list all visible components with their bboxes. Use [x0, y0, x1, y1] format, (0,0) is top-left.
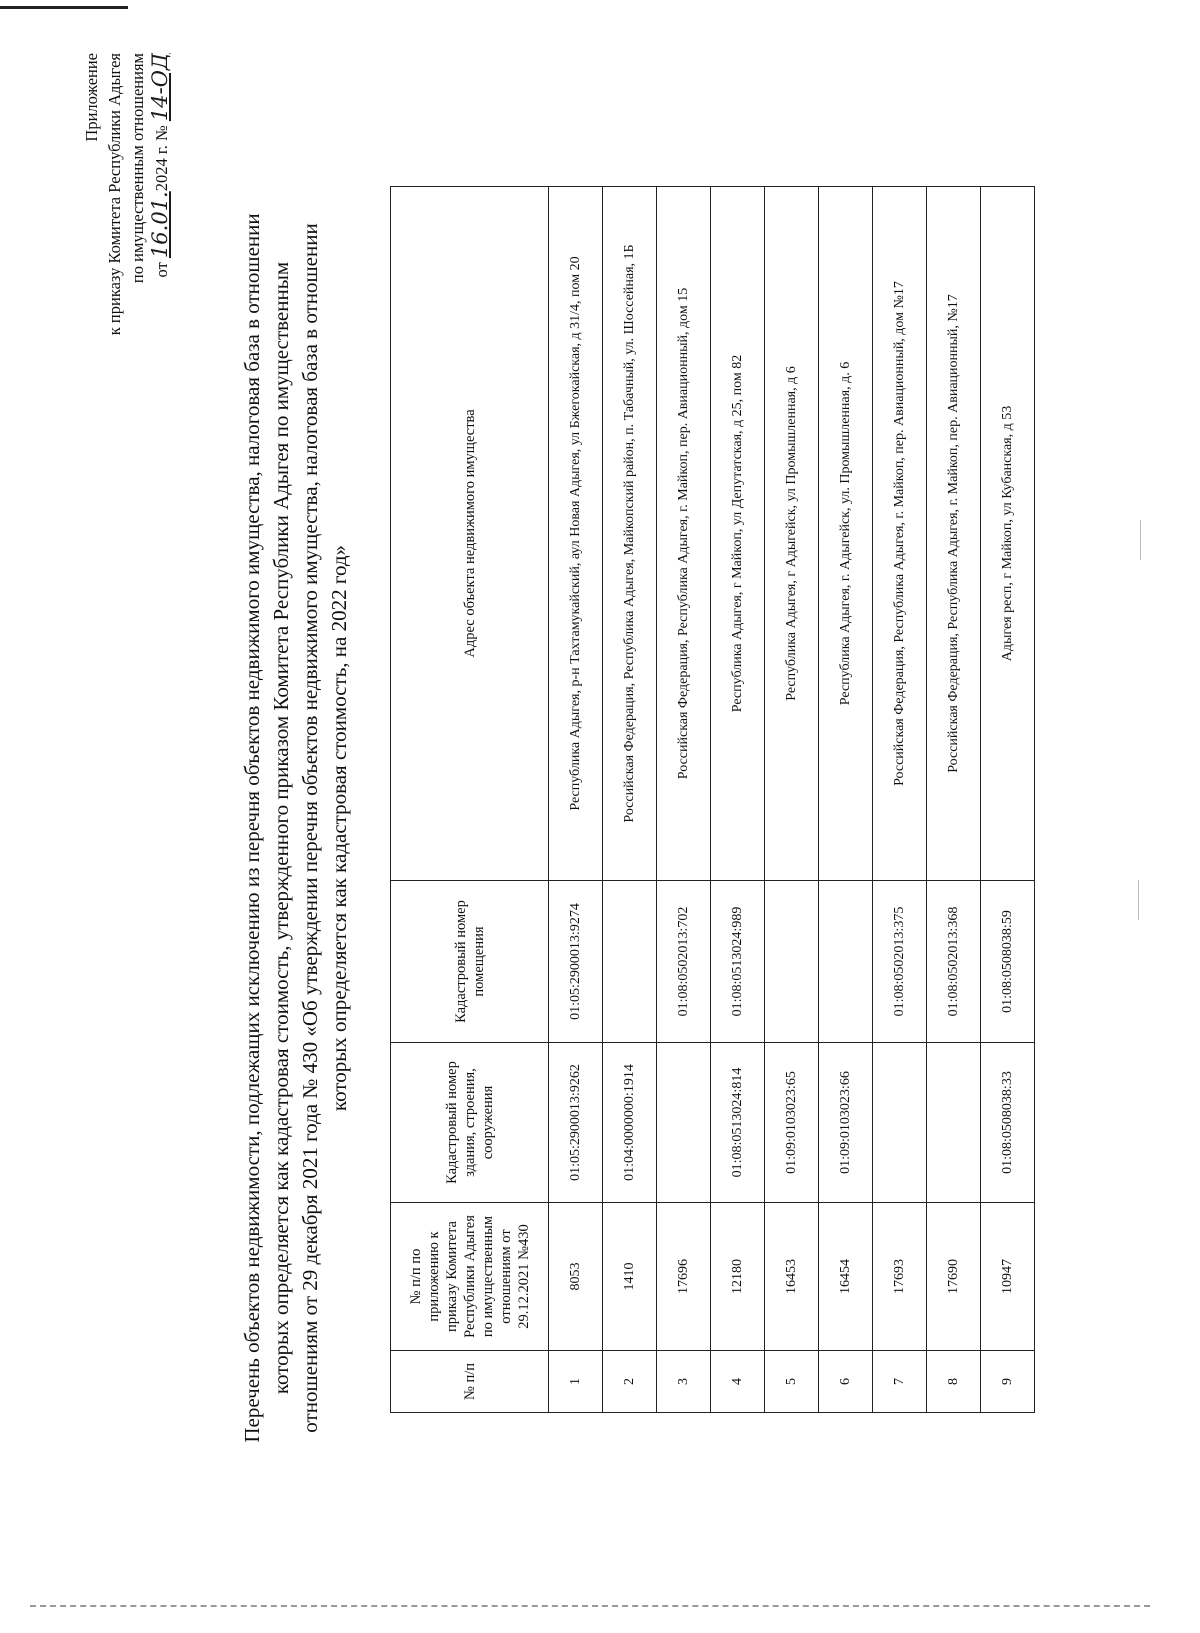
cell-old-num: 16453 [765, 1203, 819, 1351]
cell-room: 01:08:0502013:702 [657, 881, 711, 1043]
header-old-num: № п/п по приложению к приказу Комитета Республики Адыгея по имущественным отношениям от 29.12.2021 №430 [391, 1203, 549, 1351]
date-prefix: от [152, 262, 171, 278]
cell-num: 5 [765, 1351, 819, 1413]
cell-room [765, 881, 819, 1043]
table-row [819, 187, 873, 1413]
cell-address: Российская Федерация, Республика Адыгея, г. Майкоп, пер. Авиационный, дом №17 [873, 187, 927, 881]
table-row [873, 187, 927, 1413]
cell-address: Российская Федерация, Республика Адыгея, Майкопский район, п. Табачный, ул. Шоссейная, 1Б [603, 187, 657, 881]
appendix-label: Приложение [82, 53, 101, 142]
cell-building [873, 1043, 927, 1203]
cell-address: Республика Адыгея, г. Адыгейск, ул. Промышленная, д. 6 [819, 187, 873, 881]
cell-num: 1 [549, 1351, 603, 1413]
handwritten-date: 16.01. [148, 191, 172, 259]
cell-old-num: 17690 [927, 1203, 981, 1351]
cell-address: Республика Адыгея, г Адыгейск, ул Промышленная, д 6 [765, 187, 819, 881]
cell-building [657, 1043, 711, 1203]
cell-num: 8 [927, 1351, 981, 1413]
header-num: № п/п [391, 1351, 549, 1413]
cell-old-num: 1410 [603, 1203, 657, 1351]
cell-address: Адыгея респ, г Майкоп, ул Кубанская, д 53 [981, 187, 1035, 881]
table-row [927, 187, 981, 1413]
cell-room: 01:08:0508038:59 [981, 881, 1035, 1043]
cell-old-num: 10947 [981, 1203, 1035, 1351]
table-row [549, 187, 603, 1413]
cell-building: 01:08:0513024:814 [711, 1043, 765, 1203]
cell-room: 01:08:0502013:375 [873, 881, 927, 1043]
cell-building: 01:08:0508038:33 [981, 1043, 1035, 1203]
appendix-date-line [149, 53, 173, 483]
cell-building: 01:09:0103023:65 [765, 1043, 819, 1203]
header-address: Адрес объекта недвижимого имущества [391, 187, 549, 881]
header-room-cadastral: Кадастровый номер помещения [391, 881, 549, 1043]
table-header-row [391, 187, 549, 1413]
cell-room [819, 881, 873, 1043]
table-row [765, 187, 819, 1413]
cell-building [927, 1043, 981, 1203]
date-year: 2024 г. № [152, 125, 171, 192]
cell-num: 3 [657, 1351, 711, 1413]
cell-num: 4 [711, 1351, 765, 1413]
cell-num: 2 [603, 1351, 657, 1413]
table-row [603, 187, 657, 1413]
cell-building: 01:05:2900013:9262 [549, 1043, 603, 1203]
appendix-header [80, 53, 173, 483]
property-table [390, 186, 1035, 1413]
cell-old-num: 17693 [873, 1203, 927, 1351]
cell-room: 01:05:2900013:9274 [549, 881, 603, 1043]
cell-address: Российская Федерация, Республика Адыгея, г. Майкоп, пер. Авиационный, дом 15 [657, 187, 711, 881]
cell-old-num: 12180 [711, 1203, 765, 1351]
document-title: Перечень объектов недвижимости, подлежащих исключению из перечня объектов недвижимого имущества, налоговая база в отношении которых определяется как кадастровая стоимость, утвержденного приказом Комитета Республики Адыгея по имущественным отношениям от 29 декабря 2021 года № 430 «Об утверждении перечня объектов недвижимого имущества, налоговая база в отношении которых определяется как кадастровая стоимость, на 2022 год» [240, 213, 351, 1443]
cell-building: 01:04:0000000:1914 [603, 1043, 657, 1203]
handwritten-order-number: 14-ОД [148, 53, 172, 122]
table-row [981, 187, 1035, 1413]
cell-room: 01:08:0502013:368 [927, 881, 981, 1043]
cell-room [603, 881, 657, 1043]
cell-old-num: 16454 [819, 1203, 873, 1351]
appendix-committee: по имущественным отношениям [128, 53, 147, 284]
header-building-cadastral: Кадастровый номер здания, строения, сооружения [391, 1043, 549, 1203]
cell-num: 9 [981, 1351, 1035, 1413]
table-row [657, 187, 711, 1413]
cell-address: Российская Федерация, Республика Адыгея, г. Майкоп, пер. Авиационный, №17 [927, 187, 981, 881]
cell-num: 7 [873, 1351, 927, 1413]
cell-old-num: 8053 [549, 1203, 603, 1351]
cell-address: Республика Адыгея, р-н Тахтамукайский, аул Новая Адыгея, ул Бжегокайская, д 31/4, пом 20 [549, 187, 603, 881]
table-row [711, 187, 765, 1413]
cell-building: 01:09:0103023:66 [819, 1043, 873, 1203]
cell-old-num: 17696 [657, 1203, 711, 1351]
cell-address: Республика Адыгея, г Майкоп, ул Депутатская, д 25, пом 82 [711, 187, 765, 881]
cell-num: 6 [819, 1351, 873, 1413]
appendix-order-ref: к приказу Комитета Республики Адыгея [105, 53, 124, 336]
cell-room: 01:08:0513024:989 [711, 881, 765, 1043]
